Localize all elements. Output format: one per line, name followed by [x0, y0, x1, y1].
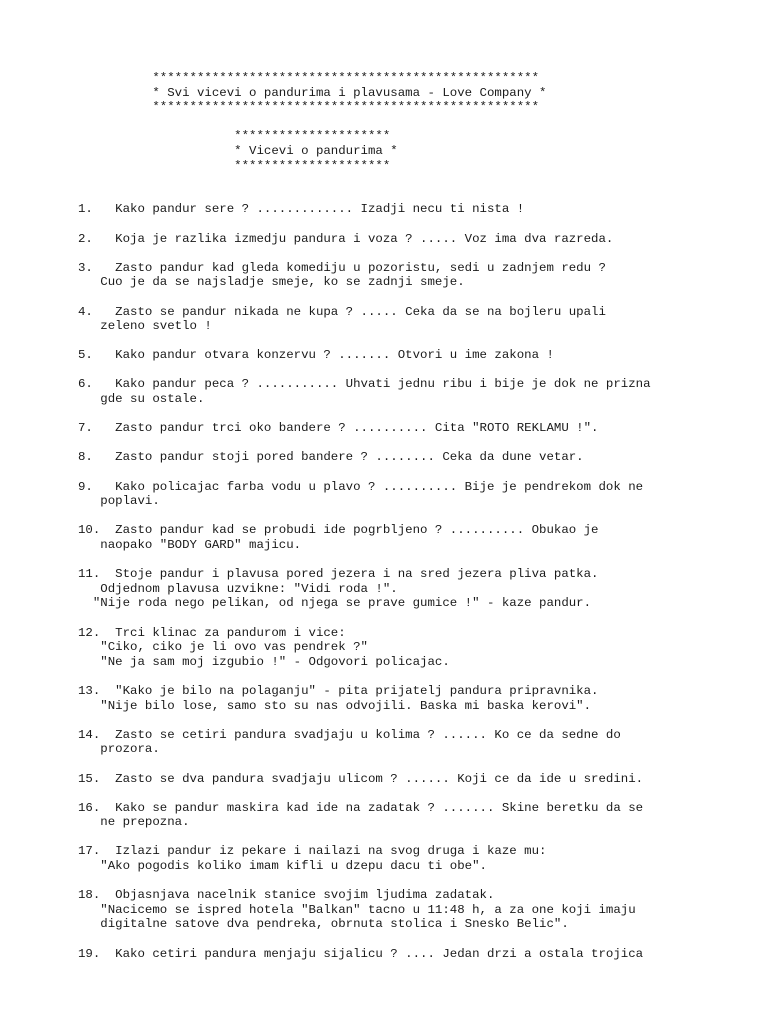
joke-line: poplavi. [78, 494, 160, 509]
joke-line: 8. Zasto pandur stoji pored bandere ? ........ Ceka da dune vetar. [78, 450, 584, 465]
joke-line: prozora. [78, 742, 160, 757]
joke-line: 10. Zasto pandur kad se probudi ide pogrbljeno ? .......... Obukao je [78, 523, 599, 538]
joke-line: 18. Objasnjava nacelnik stanice svojim ljudima zadatak. [78, 888, 495, 903]
joke-line: naopako "BODY GARD" majicu. [78, 538, 302, 552]
joke-line: digitalne satove dva pendreka, obrnuta stolica i Snesko Belic". [78, 917, 569, 932]
document-text [78, 71, 651, 961]
section-bottom: ********************* [78, 158, 391, 173]
joke-line: "Nacicemo se ispred hotela "Balkan" tacno u 11:48 h, a za one koji imaju [78, 902, 636, 917]
joke-line: "Nije bilo lose, samo sto su nas odvojili. Baska mi baska kerovi". [78, 698, 592, 713]
joke-line: 19. Kako cetiri pandura menjaju sijalicu ? .... Jedan drzi a ostala trojica [78, 946, 644, 961]
section-title: * Vicevi o pandurima * [78, 143, 398, 158]
jokes-list [78, 202, 651, 961]
joke-line: 5. Kako pandur otvara konzervu ? ....... Otvori u ime zakona ! [78, 348, 554, 363]
joke-line: 13. "Kako je bilo na polaganju" - pita prijatelj pandura pripravnika. [78, 683, 599, 698]
joke-line: "Ciko, ciko je li ovo vas pendrek ?" [78, 640, 368, 655]
joke-line: Cuo je da se najsladje smeje, ko se zadnji smeje. [78, 275, 465, 290]
joke-line: 17. Izlazi pandur iz pekare i nailazi na svog druga i kaze mu: [78, 844, 547, 859]
banner-top: **************************************************** [78, 71, 540, 85]
document-title: * Svi vicevi o pandurima i plavusama - Love Company * [78, 85, 547, 100]
joke-line: "Nije roda nego pelikan, od njega se prave gumice !" - kaze pandur. [78, 596, 592, 611]
joke-line: gde su ostale. [78, 392, 205, 407]
joke-line: 16. Kako se pandur maskira kad ide na zadatak ? ....... Skine beretku da se [78, 800, 644, 815]
joke-line: "Ako pogodis koliko imam kifli u dzepu dacu ti obe". [78, 859, 487, 874]
joke-line: 3. Zasto pandur kad gleda komediju u pozoristu, sedi u zadnjem redu ? [78, 260, 606, 275]
joke-line: 15. Zasto se dva pandura svadjaju ulicom ? ...... Koji ce da ide u sredini. [78, 771, 644, 786]
joke-line: 14. Zasto se cetiri pandura svadjaju u kolima ? ...... Ko ce da sedne do [78, 727, 621, 742]
joke-line: zeleno svetlo ! [78, 319, 212, 334]
joke-line: ne prepozna. [78, 815, 190, 830]
joke-line: 7. Zasto pandur trci oko bandere ? .......... Cita "ROTO REKLAMU !". [78, 421, 599, 436]
banner-bottom: **************************************************** [78, 100, 540, 115]
joke-line: 2. Koja je razlika izmedju pandura i voza ? ..... Voz ima dva razreda. [78, 231, 614, 246]
joke-line: 12. Trci klinac za pandurom i vice: [78, 625, 346, 640]
joke-line: 1. Kako pandur sere ? ............. Izadji necu ti nista ! [78, 202, 525, 217]
joke-line: 4. Zasto se pandur nikada ne kupa ? ..... Ceka da se na bojleru upali [78, 304, 606, 319]
joke-line: 9. Kako policajac farba vodu u plavo ? .......... Bije je pendrekom dok ne [78, 479, 644, 494]
section-top: ********************* [78, 129, 391, 144]
joke-line: 6. Kako pandur peca ? ........... Uhvati jednu ribu i bije je dok ne prizna [78, 377, 651, 392]
joke-line: 11. Stoje pandur i plavusa pored jezera i na sred jezera pliva patka. [78, 567, 599, 582]
joke-line: "Ne ja sam moj izgubio !" - Odgovori policajac. [78, 654, 450, 669]
joke-line: Odjednom plavusa uzvikne: "Vidi roda !". [78, 581, 398, 596]
